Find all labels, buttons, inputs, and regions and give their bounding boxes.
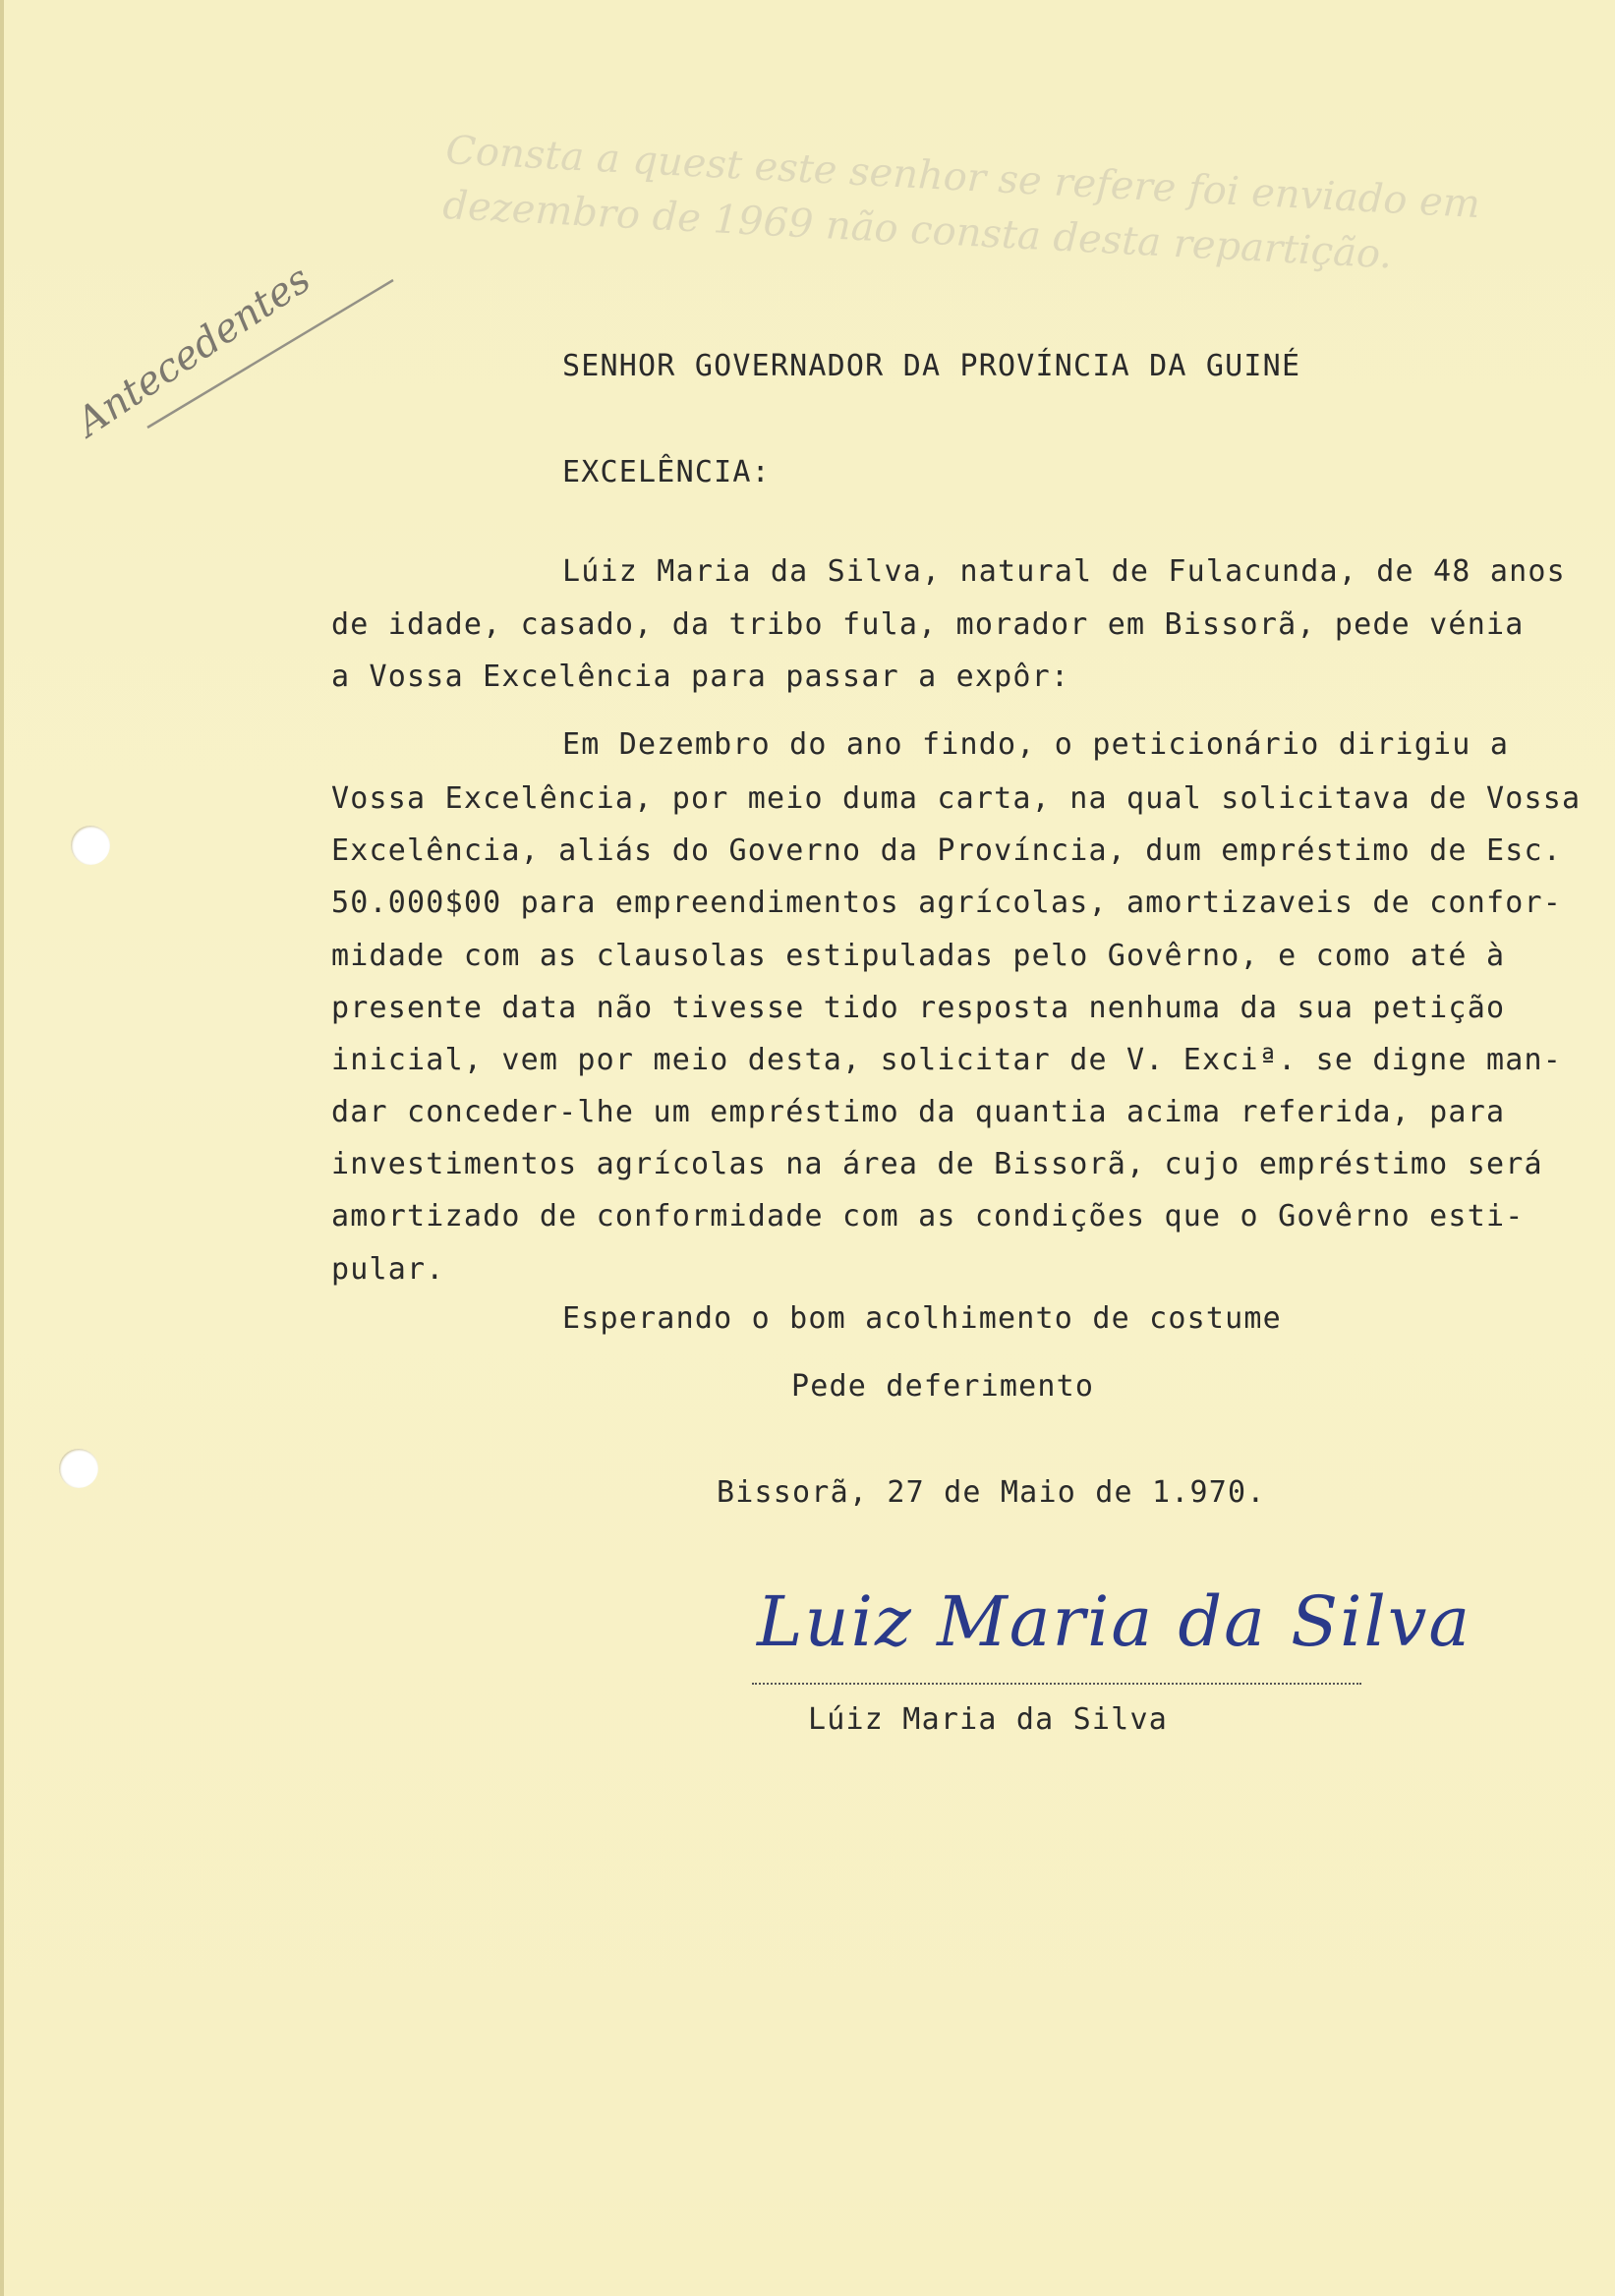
signer-name: Lúiz Maria da Silva [808,1702,1168,1737]
intro-line: Lúiz Maria da Silva, natural de Fulacunda, de 48 anos [562,554,1566,589]
body-line: inicial, vem por meio desta, solicitar de V. Exciª. se digne man- [331,1043,1562,1077]
body-line: 50.000$00 para empreendimentos agrícolas, amortizaveis de confor- [331,886,1562,920]
date-line: Bissorã, 27 de Maio de 1.970. [717,1475,1266,1510]
body-line: Vossa Excelência, por meio duma carta, na qual solicitava de Vossa [331,781,1582,816]
addressee: SENHOR GOVERNADOR DA PROVÍNCIA DA GUINÉ [562,349,1301,383]
signature-line [752,1683,1361,1685]
margin-note-text: Antecedentes [69,256,319,446]
punch-hole-bottom [59,1449,98,1488]
body-line: presente data não tivesse tido resposta nenhuma da sua petição [331,991,1506,1025]
body-line: midade com as clausolas estipuladas pelo Govêrno, e como até à [331,939,1506,973]
salutation: EXCELÊNCIA: [562,455,771,489]
intro-line: a Vossa Excelência para passar a expôr: [331,660,1070,694]
body-line: investimentos agrícolas na área de Bissorã, cujo empréstimo será [331,1147,1543,1181]
body-line: Excelência, aliás do Governo da Província, dum empréstimo de Esc. [331,833,1562,868]
paper-edge [0,0,4,2296]
body-line: dar conceder-lhe um empréstimo da quantia acima referida, para [331,1095,1506,1129]
intro-line: de idade, casado, da tribo fula, morador em Bissorã, pede vénia [331,607,1525,642]
request: Pede deferimento [791,1369,1095,1404]
body-line: amortizado de conformidade com as condições que o Govêrno esti- [331,1199,1525,1234]
margin-note [69,241,462,496]
closing: Esperando o bom acolhimento de costume [562,1301,1282,1336]
body-line: Em Dezembro do ano findo, o peticionário dirigiu a [562,727,1510,762]
punch-hole-top [71,826,110,865]
body-line: pular. [331,1252,445,1287]
faint-pencil-note: Consta a quest este senhor se refere foi enviado em dezembro de 1969 não consta desta repartição. [441,127,1481,278]
signature: Luiz Maria da Silva [757,1581,1472,1662]
